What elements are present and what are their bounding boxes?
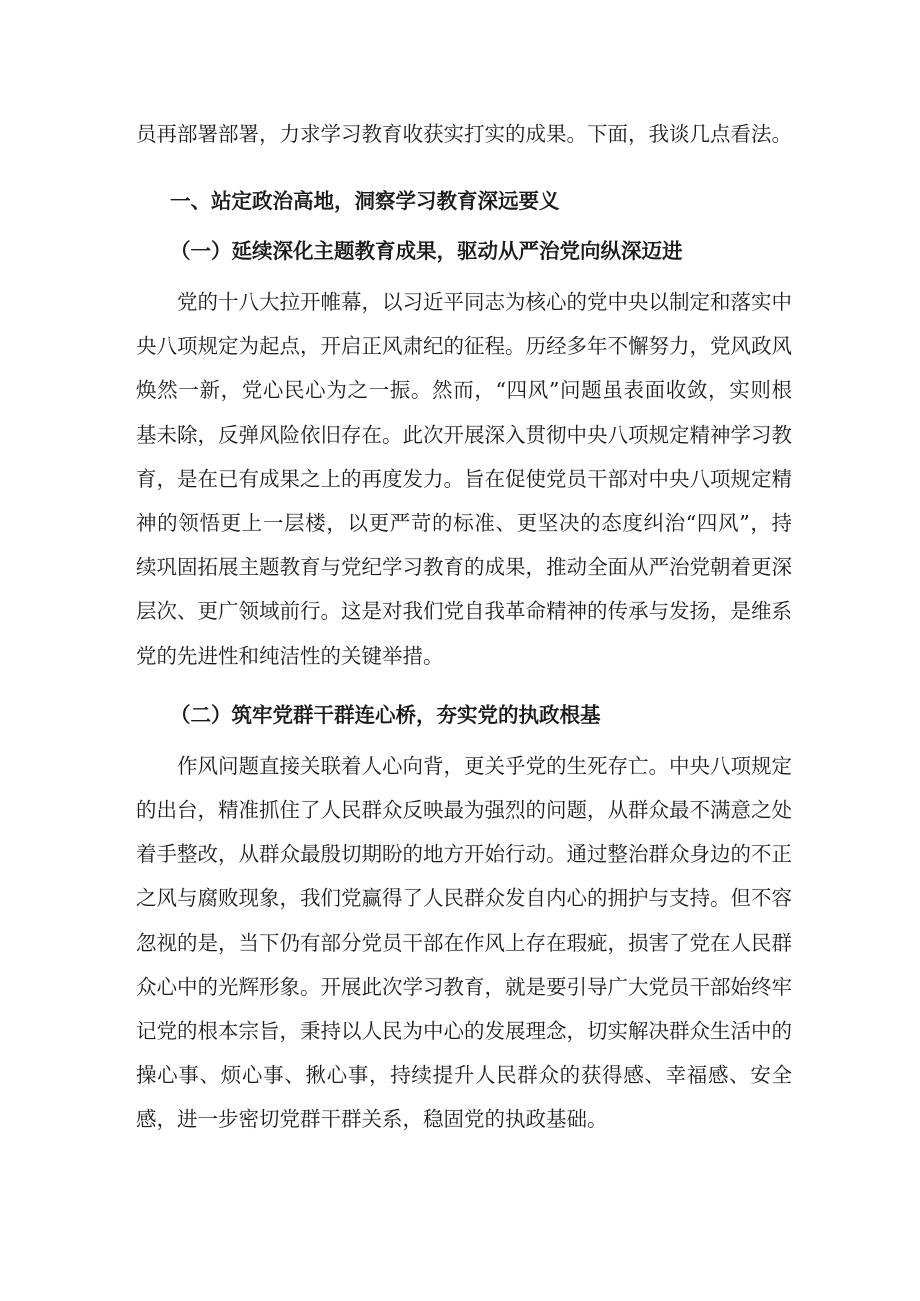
section-1-heading: 一、站定政治高地，洞察学习教育深远要义 (170, 189, 560, 213)
subsection-1-heading: （一）延续深化主题教育成果，驱动从严治党向纵深迈进 (170, 239, 683, 263)
subsection-1-paragraph: 党的十八大拉开帷幕，以习近平同志为核心的党中央以制定和落实中央八项规定为起点，开启正风肃纪的征程。历经多年不懈努力，党风政风焕然一新，党心民心为之一振。然而，“四风”问题虽表面收敛，实则根基未除，反弹风险依旧存在。此次开展深入贯彻中央八项规定精神学习教育，是在已有成果之上的再度发力。旨在促使党员干部对中央八项规定精神的领悟更上一层楼，以更严苛的标准、更坚决的态度纠治“四风”，持续巩固拓展主题教育与党纪学习教育的成果，推动全面从严治党朝着更深层次、更广领域前行。这是对我们党自我革命精神的传承与发扬，是维系党的先进性和纯洁性的关键举措。 (136, 290, 792, 668)
subsection-2-paragraph: 作风问题直接关联着人心向背，更关乎党的生死存亡。中央八项规定的出台，精准抓住了人民群众反映最为强烈的问题，从群众最不满意之处着手整改，从群众最殷切期盼的地方开始行动。通过整治群众身边的不正之风与腐败现象，我们党赢得了人民群众发自内心的拥护与支持。但不容忽视的是，当下仍有部分党员干部在作风上存在瑕疵，损害了党在人民群众心中的光辉形象。开展此次学习教育，就是要引导广大党员干部始终牢记党的根本宗旨，秉持以人民为中心的发展理念，切实解决群众生活中的操心事、烦心事、揪心事，持续提升人民群众的获得感、幸福感、安全感，进一步密切党群干群关系，稳固党的执政基础。 (136, 753, 792, 1132)
lead-paragraph: 员再部署部署，力求学习教育收获实打实的成果。下面，我谈几点看法。 (136, 122, 792, 146)
subsection-2-heading: （二）筑牢党群干群连心桥，夯实党的执政根基 (170, 702, 601, 727)
